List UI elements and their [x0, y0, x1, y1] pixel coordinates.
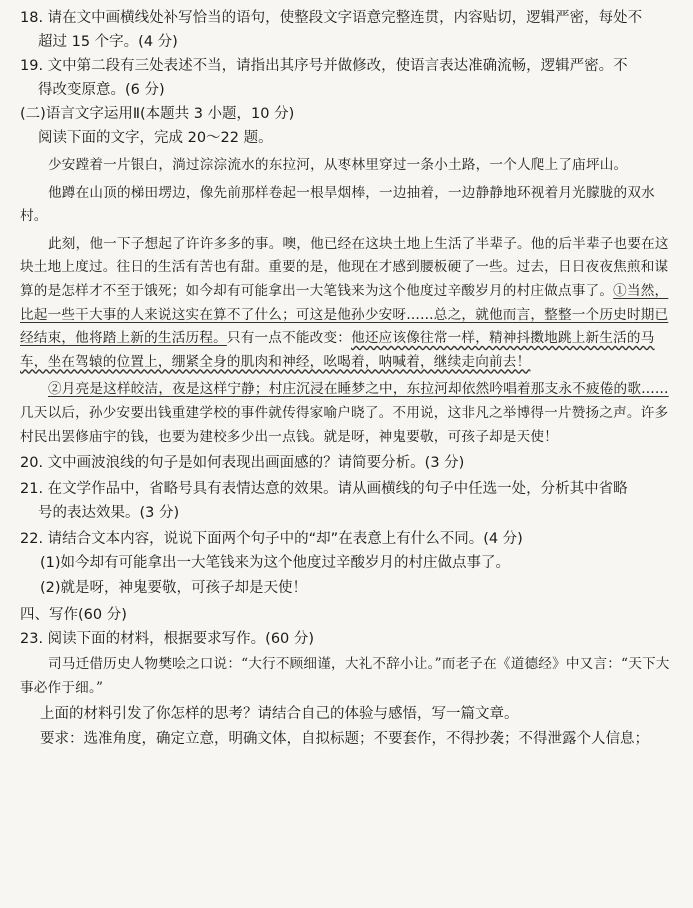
question-22: 22. 请结合文本内容，说说下面两个句子中的“却”在表意上有什么不同。(4 分) — [20, 531, 523, 548]
wavy-underlined-sentence: 他还应该像往常一样，精神抖擞地跳上新生活的马车，坐在驾辕的位置上，绷紧全身的肌肉和神经，吆喝着，呐喊着，继续走向前去！ — [20, 330, 655, 370]
underlined-sentence-2b: 村庄沉浸在睡梦之中，东拉河却依然吟唱着那支永不疲倦的歌…… — [268, 381, 669, 398]
underlined-sentence-1: ①当然，比起一些干大事的人来说这实在算不了什么；可这是他孙少安呀……总之，就他而言，整整一个历史时期已经结束，他将踏上新的生活历程。 — [20, 282, 669, 347]
writing-section-title: 四、写作(60 分) — [20, 607, 127, 624]
question-22-sentence-2: (2)就是呀，神鬼要敬，可孩子却是天使！ — [40, 580, 308, 597]
passage-paragraph-3 — [20, 233, 675, 375]
question-23: 23. 阅读下面的材料，根据要求写作。(60 分) — [20, 631, 315, 648]
writing-requirements: 要求：选准角度，确定立意，明确文体，自拟标题；不要套作，不得抄袭；不得泄露个人信息； — [40, 731, 649, 748]
writing-material: 司马迁借历史人物樊哙之口说：“大行不顾细谨，大礼不辞小让。”而老子在《道德经》中又言：“天下大事必作于细。” — [20, 656, 670, 696]
question-21-line1: 21. 在文学作品中，省略号具有表情达意的效果。请从画横线的句子中任选一处，分析其中省略 — [20, 481, 628, 498]
question-19-line2: 得改变原意。(6 分) — [38, 82, 165, 98]
question-22-sentence-1: (1)如今却有可能拿出一大笔钱来为这个他度过辛酸岁月的村庄做点事了。 — [40, 555, 511, 572]
question-18 — [20, 6, 675, 54]
question-19 — [20, 54, 675, 102]
question-19-line1: 19. 文中第二段有三处表述不当，请指出其序号并做修改，使语言表达准确流畅，逻辑严密。不 — [20, 58, 628, 74]
passage-p3-text: 此刻，他一下子想起了许许多多的事。噢，他已经在这块土地上生活了半辈子。他的后半辈子也要在这块土地上度过。往日的生活有苦也有甜。重要的是，他现在才感到腰板硬了一些。过去，日日夜夜焦煎和谋算的是怎样才不至于饿死；如今却有可能拿出一大笔钱来为这个他度过辛酸岁月的村庄做点事了。 — [20, 235, 669, 299]
passage-paragraph-1: 少安蹚着一片银白，淌过淙淙流水的东拉河，从枣林里穿过一条小土路，一个人爬上了庙坪山。 — [48, 157, 628, 173]
passage-paragraph-4 — [20, 378, 675, 449]
underlined-sentence-2a: ②月亮是这样皎洁，夜是这样宁静； — [48, 381, 269, 398]
question-21 — [20, 477, 675, 525]
passage-p4-text: 几天以后，孙少安要出钱重建学校的事件就传得家喻户晓了。不用说，这非凡之举博得一片赞扬之声。许多村民出罢修庙宇的钱，也要为建校多少出一点钱。就是呀，神鬼要敬，可孩子却是天使！ — [20, 404, 669, 445]
question-18-line1: 18. 请在文中画横线处补写恰当的语句，使整段文字语意完整连贯，内容贴切，逻辑严密，每处不 — [20, 10, 643, 26]
passage-paragraph-2: 他蹲在山顶的梯田塄边，像先前那样卷起一根旱烟棒，一边抽着，一边静静地环视着月光朦胧的双水村。 — [20, 184, 655, 225]
section-2-title: (二)语言文字运用Ⅱ(本题共 3 小题，10 分) — [20, 106, 295, 122]
passage-p3-text-2: 只有一点不能改变： — [226, 330, 352, 347]
question-21-line2: 号的表达效果。(3 分) — [38, 505, 180, 522]
section-2-instruction: 阅读下面的文字，完成 20～22 题。 — [38, 130, 273, 146]
question-18-line2: 超过 15 个字。(4 分) — [38, 34, 178, 50]
writing-prompt: 上面的材料引发了你怎样的思考？请结合自己的体验与感悟，写一篇文章。 — [40, 706, 519, 723]
question-20: 20. 文中画波浪线的句子是如何表现出画面感的？请简要分析。(3 分) — [20, 455, 465, 472]
